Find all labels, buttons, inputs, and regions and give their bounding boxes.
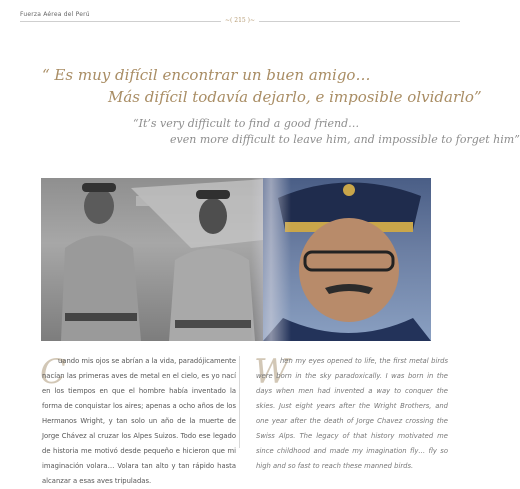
quote-en-line-1: “It’s very difficult to find a good friend… (133, 117, 360, 130)
page-number-text: 215 (234, 17, 246, 24)
pilots-photo-illustration (41, 178, 281, 341)
drop-cap-es: C (40, 352, 67, 392)
quote-es-line-2: Más difícil todavía dejarlo, e imposible olvidarlo” (108, 88, 482, 106)
column-divider (239, 356, 240, 448)
officer-cap-badge (343, 184, 355, 196)
header-title: Fuerza Aérea del Perú (20, 11, 90, 18)
pilots-photo (41, 178, 281, 341)
body-text-en-content: hen my eyes opened to life, the first metal birds were born in the sky paradoxically. I was born in the days when men had invented a way to conquer the skies. Just eight years after the Wright Brothers, and one year after the death of Jorge Chavez crossing the Swiss Alps. The legacy of that history motivated me since childhood and made my imagination fly… fly so high and so fast to reach these manned birds. (256, 357, 448, 470)
body-text-es (42, 354, 236, 489)
pilot-2-head (199, 198, 227, 234)
body-text-es-content: uando mis ojos se abrían a la vida, paradójicamente nacían las primeras aves de metal en el cielo, es yo nací en los tiempos en que el hombre había inventado la forma de conquistar los aires; apenas a ocho años de los Hermanos Wright, y tan solo un año de la muerte de Jorge Chávez al cruzar los Alpes Suizos. Todo ese legado de historia me motivó desde pequeño e hicieron que mi imaginación volara… Volara tan alto y tan rápido hasta alcanzar a esas aves tripuladas. (42, 357, 237, 485)
page-number: ~( 215 )~ (0, 17, 480, 24)
quote-en-line-2: even more difficult to leave him, and impossible to forget him” (170, 133, 520, 146)
pilot-2-goggles (196, 190, 230, 199)
pilot-1-belt (65, 313, 137, 321)
quote-es-line-1: “ Es muy difícil encontrar un buen amigo… (42, 66, 371, 84)
drop-cap-en: W (254, 352, 289, 392)
pilot-1-head (84, 188, 114, 224)
photo-collage (41, 178, 431, 341)
pilot-1-goggles (82, 183, 116, 192)
pilot-2-belt (175, 320, 251, 328)
body-text-en (256, 354, 448, 474)
pilot-1-body (61, 236, 141, 342)
photo-blend (251, 178, 291, 341)
